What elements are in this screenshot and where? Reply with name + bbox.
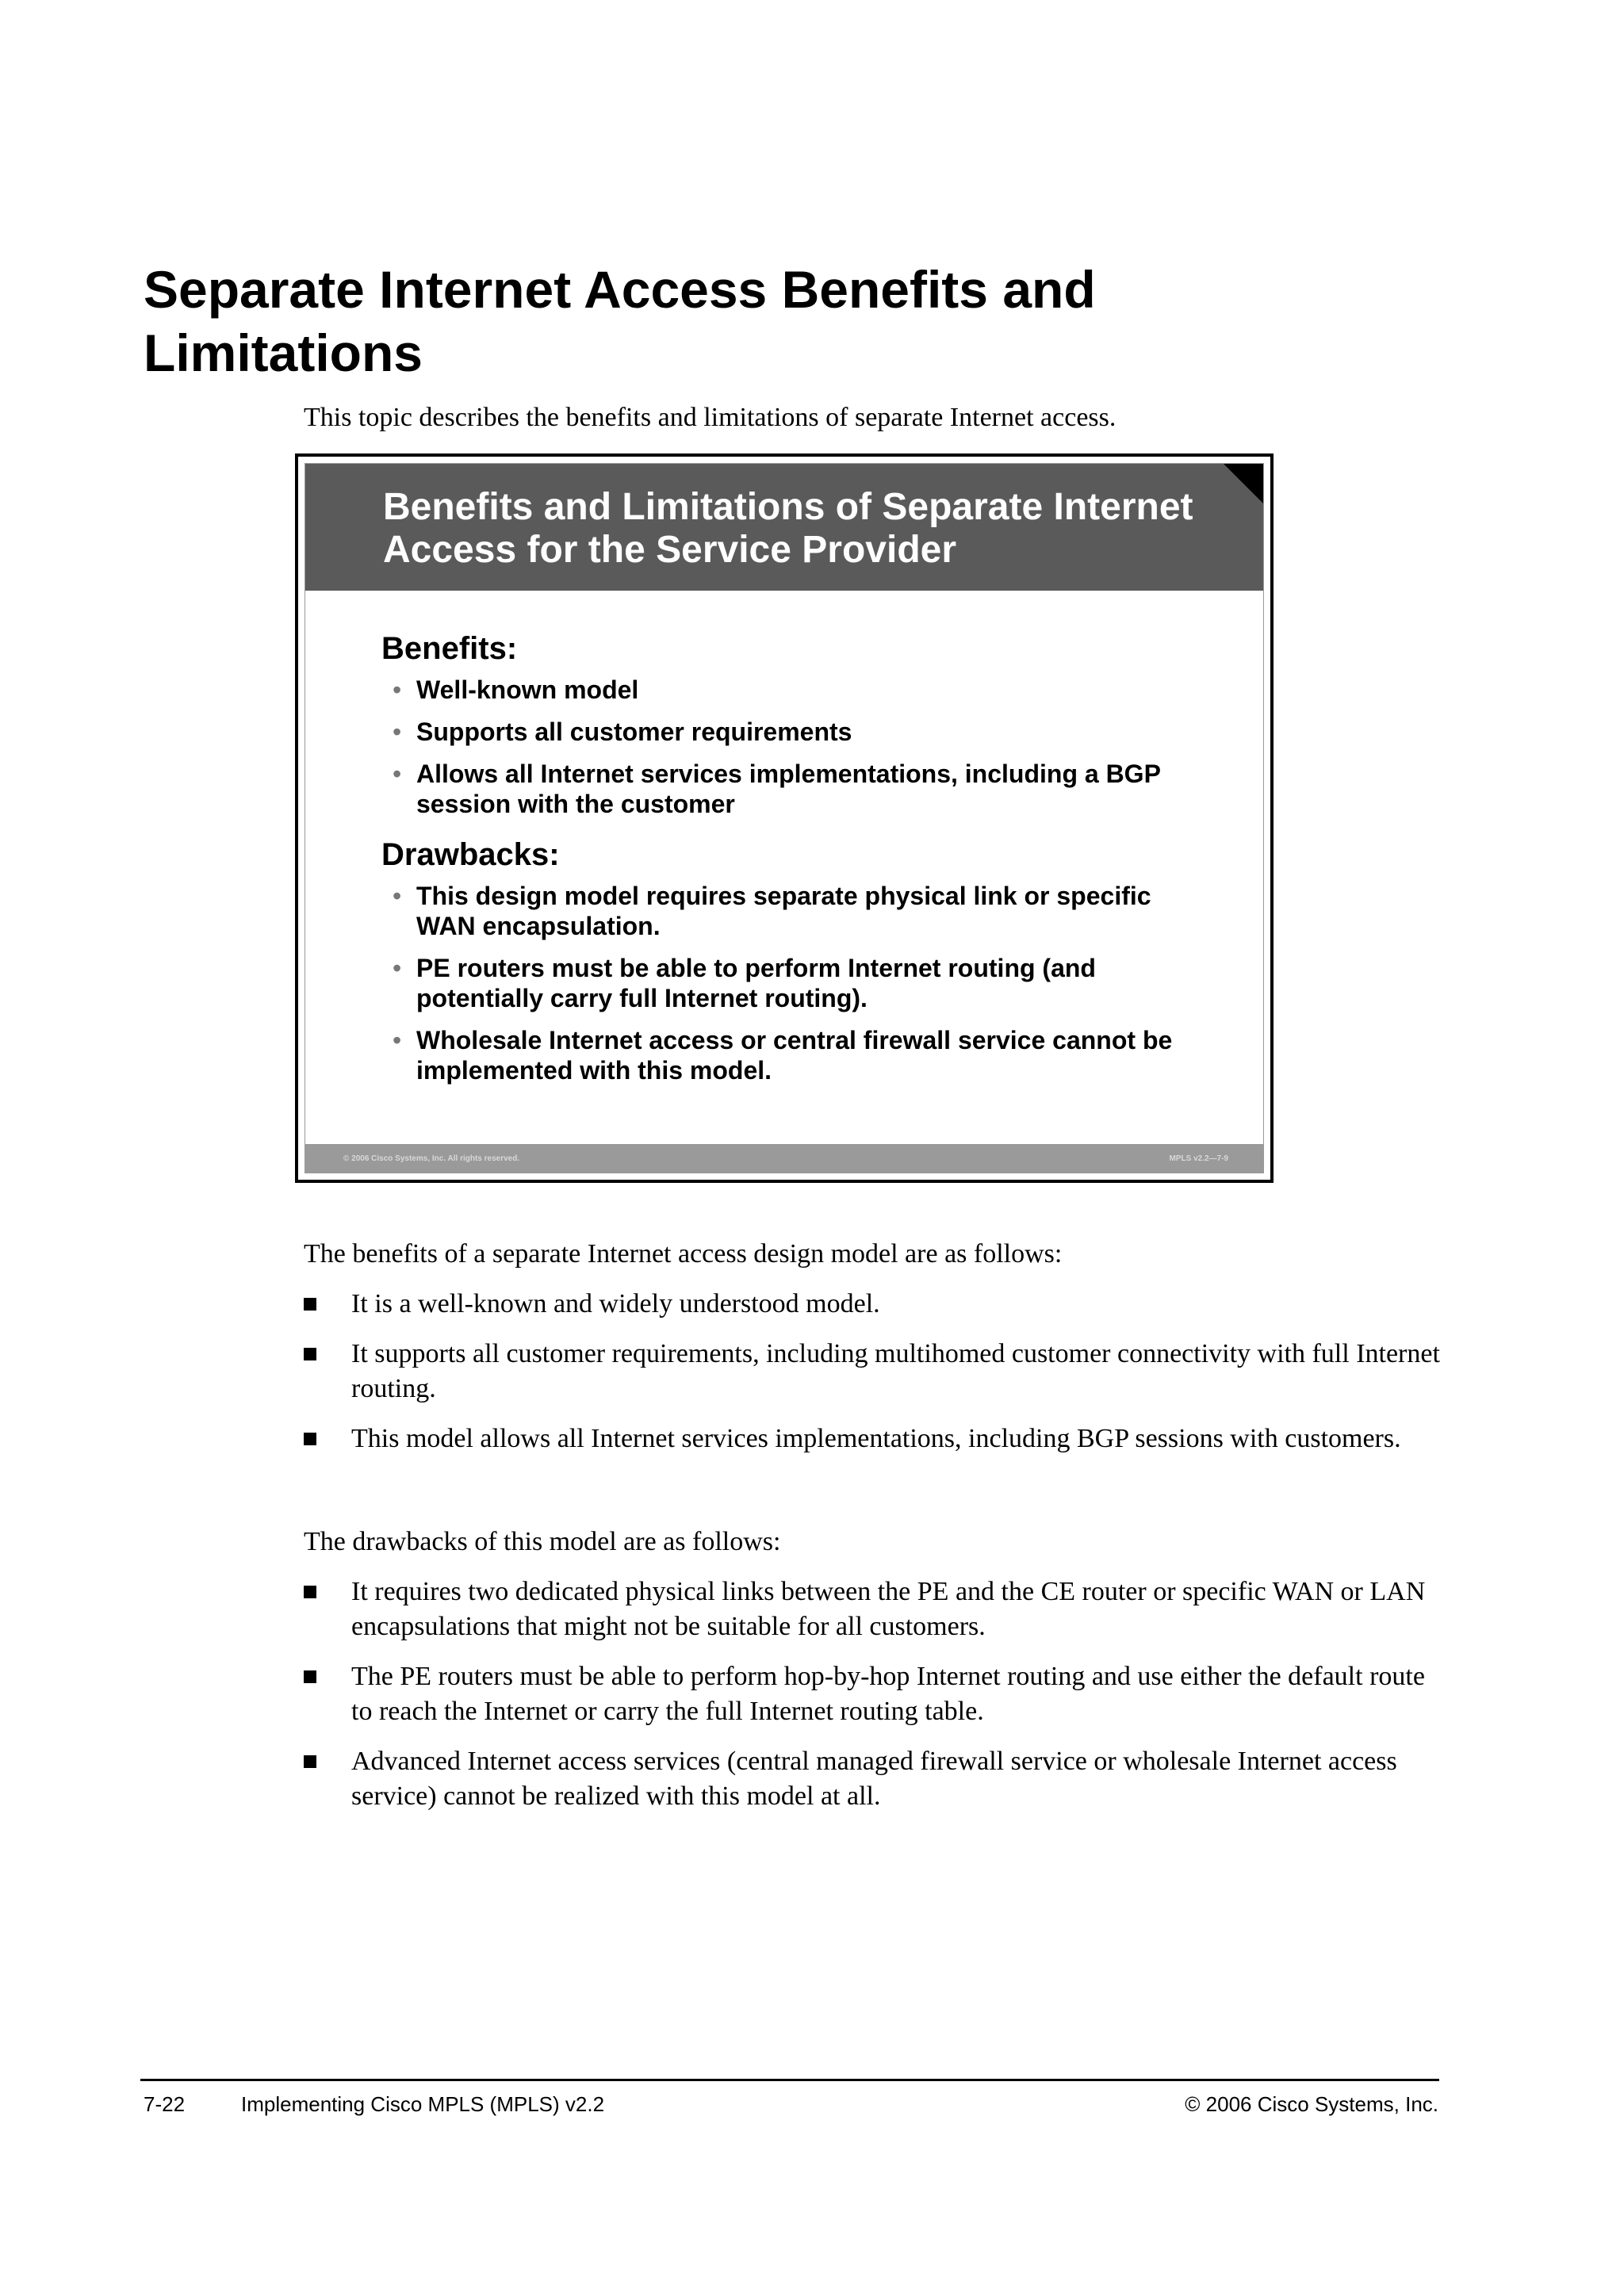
slide-footer-slide-number: MPLS v2.2—7-9 xyxy=(1169,1154,1228,1163)
list-item xyxy=(304,1337,1446,1406)
slide-footer xyxy=(305,1144,1263,1173)
list-item xyxy=(304,1744,1446,1814)
drawbacks-list xyxy=(304,1575,1446,1829)
list-item xyxy=(304,1287,1446,1322)
square-bullet-icon xyxy=(304,1433,316,1445)
list-item-text: The PE routers must be able to perform hop-by-hop Internet routing and use either the default route to reach the Internet or carry the full Internet routing table. xyxy=(351,1662,1425,1726)
slide-drawbacks-list xyxy=(391,881,1208,1097)
square-bullet-icon xyxy=(304,1298,316,1311)
list-item-text: Advanced Internet access services (central managed firewall service or wholesale Internet access service) cannot be realized with this model at all. xyxy=(351,1747,1397,1811)
square-bullet-icon xyxy=(304,1586,316,1598)
slide-footer-copyright: © 2006 Cisco Systems, Inc. All rights reserved. xyxy=(343,1154,520,1163)
square-bullet-icon xyxy=(304,1348,316,1360)
slide-benefit-item: • Allows all Internet services implementations, including a BGP session with the customer xyxy=(391,759,1208,819)
benefits-intro: The benefits of a separate Internet access design model are as follows: xyxy=(304,1239,1063,1269)
list-item xyxy=(304,1659,1446,1729)
square-bullet-icon xyxy=(304,1755,316,1768)
drawbacks-intro: The drawbacks of this model are as follows: xyxy=(304,1527,781,1556)
slide-title: Benefits and Limitations of Separate Internet Access for the Service Provider xyxy=(383,486,1193,571)
slide-corner-triangle-icon xyxy=(1224,464,1263,503)
slide-header xyxy=(305,464,1263,591)
benefits-list xyxy=(304,1287,1446,1471)
list-item-text: It is a well-known and widely understood model. xyxy=(351,1289,880,1318)
footer-page-number: 7-22 xyxy=(144,2092,186,2116)
slide-figure xyxy=(295,453,1274,1183)
page-title: Separate Internet Access Benefits and Limitations xyxy=(144,260,1096,382)
slide-frame xyxy=(304,463,1264,1173)
slide-benefit-item: • Supports all customer requirements xyxy=(391,717,1208,747)
list-item-text: This model allows all Internet services implementations, including BGP sessions with customers. xyxy=(351,1424,1401,1453)
footer-divider xyxy=(140,2079,1439,2081)
list-item-text: It requires two dedicated physical links between the PE and the CE router or specific WAN or LAN encapsulations that might not be suitable for all customers. xyxy=(351,1577,1426,1641)
slide-drawback-item: • PE routers must be able to perform Internet routing (and potentially carry full Internet routing). xyxy=(391,953,1208,1013)
list-item xyxy=(304,1422,1446,1456)
slide-benefit-item: • Well-known model xyxy=(391,675,1208,705)
square-bullet-icon xyxy=(304,1670,316,1683)
list-item xyxy=(304,1575,1446,1644)
slide-drawback-item: • Wholesale Internet access or central firewall service cannot be implemented with this model. xyxy=(391,1025,1208,1085)
slide-drawback-item: • This design model requires separate physical link or specific WAN encapsulation. xyxy=(391,881,1208,941)
slide-benefits-heading: Benefits: xyxy=(381,631,518,666)
list-item-text: It supports all customer requirements, including multihomed customer connectivity with full Internet routing. xyxy=(351,1339,1440,1403)
intro-paragraph: This topic describes the benefits and limitations of separate Internet access. xyxy=(304,403,1116,432)
footer-copyright: © 2006 Cisco Systems, Inc. xyxy=(1185,2092,1438,2116)
slide-drawbacks-heading: Drawbacks: xyxy=(381,837,560,872)
footer-book-title: Implementing Cisco MPLS (MPLS) v2.2 xyxy=(241,2092,605,2116)
slide-benefits-list xyxy=(391,675,1208,831)
